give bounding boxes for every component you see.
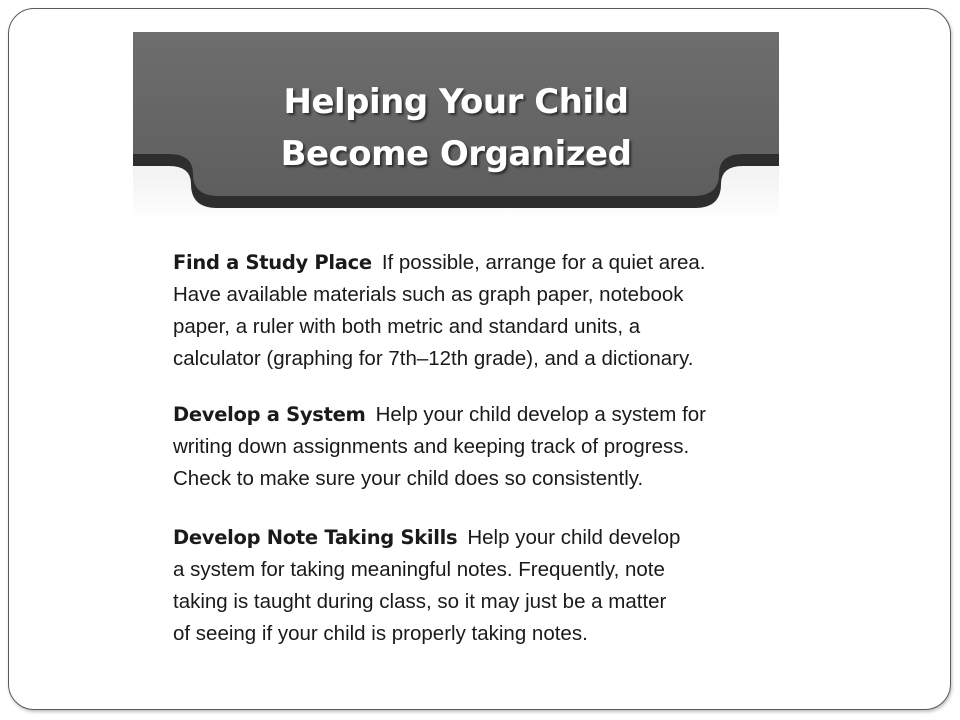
section-line: Check to make sure your child does so consistently.	[173, 467, 644, 490]
section-line: Have available materials such as graph paper, notebook	[173, 283, 684, 306]
banner-title-line-2: Become Organized	[280, 134, 632, 174]
section-heading: Find a Study Place	[173, 251, 372, 274]
section-line: calculator (graphing for 7th–12th grade), and a dictionary.	[173, 347, 694, 370]
section-text: Help your child develop a system for	[375, 403, 706, 426]
section-line: paper, a ruler with both metric and standard units, a	[173, 315, 641, 338]
section-text: Help your child develop	[467, 526, 681, 549]
section-text: If possible, arrange for a quiet area.	[381, 251, 706, 274]
section-line: of seeing if your child is properly taking notes.	[173, 622, 588, 645]
section-heading: Develop a System	[173, 403, 366, 426]
section-develop-system	[173, 399, 763, 495]
section-find-study-place	[173, 247, 763, 375]
section-heading: Develop Note Taking Skills	[173, 526, 458, 549]
header-banner	[133, 32, 779, 222]
section-line: writing down assignments and keeping track of progress.	[173, 435, 690, 458]
section-note-taking-skills	[173, 522, 763, 650]
section-line: taking is taught during class, so it may just be a matter	[173, 590, 667, 613]
section-line	[173, 399, 763, 431]
document-image	[133, 32, 779, 664]
section-line	[173, 247, 763, 279]
banner-title	[133, 76, 779, 180]
section-line: a system for taking meaningful notes. Frequently, note	[173, 558, 665, 581]
banner-title-line-1: Helping Your Child	[283, 82, 629, 122]
section-line	[173, 522, 763, 554]
